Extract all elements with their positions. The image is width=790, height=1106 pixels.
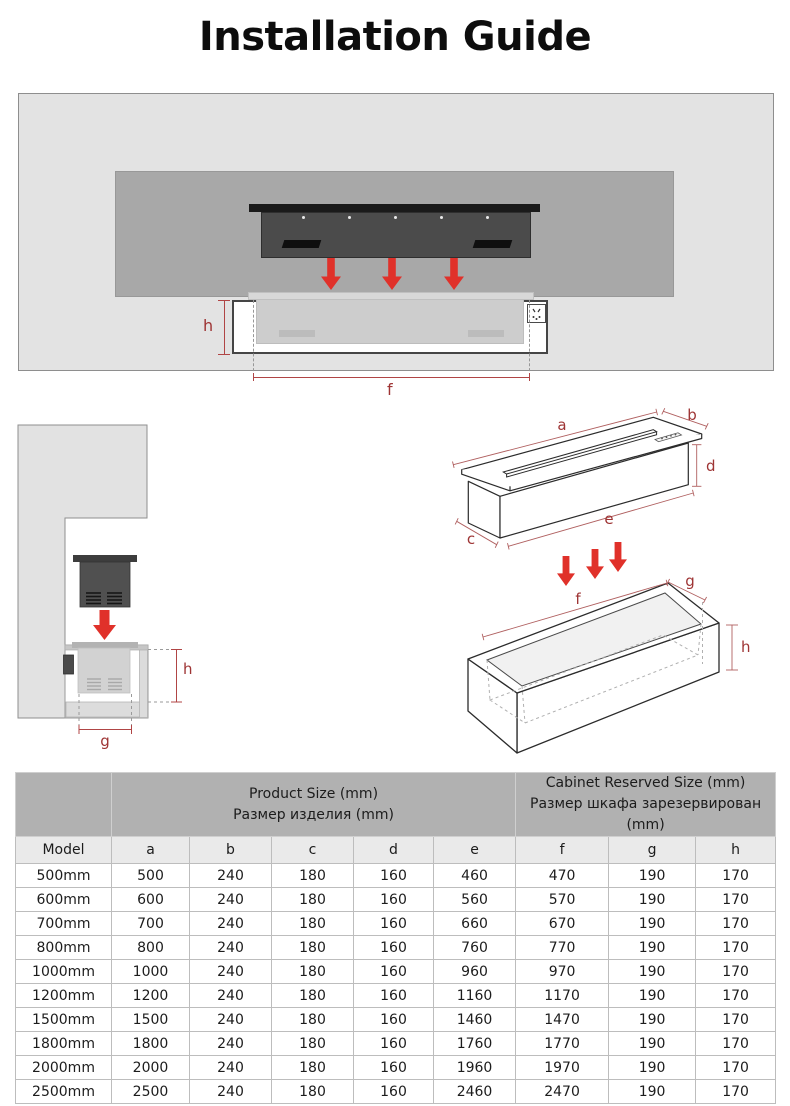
table-row [16,984,776,1008]
dimension-line-f [253,377,529,378]
model-cell: 1500mm [16,1008,112,1032]
vent-slot [468,330,504,337]
size-cell: 1000 [112,960,190,984]
dimension-cap [218,300,230,301]
size-cell: 180 [272,912,354,936]
size-cell: 1770 [516,1032,609,1056]
dimension-label-d: d [706,457,716,475]
size-cell: 170 [696,1056,776,1080]
column-header: f [516,837,609,864]
size-cell: 960 [434,960,516,984]
size-cell: 170 [696,864,776,888]
size-cell: 500 [112,864,190,888]
size-cell: 240 [190,960,272,984]
table-body [16,864,776,1104]
model-cell: 1200mm [16,984,112,1008]
size-cell: 2470 [516,1080,609,1104]
screw-dot [302,216,305,219]
group-sublabel: Размер шкафа зарезервирован (mm) [530,796,762,833]
size-cell: 180 [272,864,354,888]
dimension-line-h [224,300,225,354]
extension-dashed-line [253,300,254,376]
table-row [16,864,776,888]
size-cell: 1200 [112,984,190,1008]
size-cell: 170 [696,1032,776,1056]
dimension-cap [218,354,230,355]
size-cell: 170 [696,960,776,984]
size-cell: 170 [696,1080,776,1104]
size-cell: 160 [354,912,434,936]
size-cell: 160 [354,960,434,984]
size-cell: 180 [272,1056,354,1080]
dimension-label-h: h [183,660,193,678]
column-header: h [696,837,776,864]
extension-dashed-line [529,300,530,376]
size-cell: 240 [190,1056,272,1080]
product-size-group-header [112,773,516,837]
size-cell: 180 [272,1032,354,1056]
cabinet-size-group-header [516,773,776,837]
size-cell: 670 [516,912,609,936]
dimension-label-g: g [100,732,110,750]
size-cell: 170 [696,984,776,1008]
screw-dot [394,216,397,219]
size-cell: 460 [434,864,516,888]
column-header: b [190,837,272,864]
vent-slot [473,240,513,248]
size-cell: 160 [354,936,434,960]
dimension-label-h: h [741,638,751,656]
size-cell: 240 [190,1032,272,1056]
size-cell: 560 [434,888,516,912]
size-cell: 160 [354,1008,434,1032]
size-cell: 770 [516,936,609,960]
cabinet-recess-isometric-diagram [440,558,770,758]
size-cell: 240 [190,984,272,1008]
size-cell: 160 [354,984,434,1008]
size-cell: 190 [609,960,696,984]
size-cell: 180 [272,936,354,960]
column-header: e [434,837,516,864]
dimension-label-g: g [685,572,695,590]
junction-box [64,655,74,674]
vent-slot [279,330,315,337]
column-header: Model [16,837,112,864]
size-cell: 170 [696,936,776,960]
size-cell: 240 [190,912,272,936]
wall-side-section-diagram [0,410,220,760]
size-cell: 190 [609,888,696,912]
table-row [16,936,776,960]
dimension-label-h: h [203,316,214,335]
page-title: Installation Guide [198,14,592,60]
size-cell: 760 [434,936,516,960]
table-row [16,888,776,912]
product-isometric-diagram [450,398,790,556]
model-cell: 800mm [16,936,112,960]
dimension-label-a: a [557,416,567,434]
inserted-unit [256,298,524,344]
column-header: g [609,837,696,864]
size-cell: 1800 [112,1032,190,1056]
size-cell: 600 [112,888,190,912]
size-cell: 660 [434,912,516,936]
size-cell: 1970 [516,1056,609,1080]
size-cell: 1460 [434,1008,516,1032]
size-cell: 180 [272,984,354,1008]
size-cell: 800 [112,936,190,960]
size-cell: 180 [272,888,354,912]
dimension-label-f: f [575,590,581,608]
column-header: d [354,837,434,864]
down-arrow-icon [93,610,116,640]
size-cell: 190 [609,1008,696,1032]
table-row [16,912,776,936]
size-cell: 2500 [112,1080,190,1104]
model-cell: 1000mm [16,960,112,984]
dimension-label-e: e [604,510,614,528]
size-cell: 1170 [516,984,609,1008]
dimension-label-c: c [466,530,476,548]
size-cell: 570 [516,888,609,912]
table-row [16,1056,776,1080]
table-row [16,960,776,984]
dimension-label-b: b [687,406,697,424]
size-cell: 160 [354,1080,434,1104]
size-cell: 240 [190,888,272,912]
size-cell: 2460 [434,1080,516,1104]
table-group-header-row [16,773,776,837]
model-cell: 700mm [16,912,112,936]
size-cell: 470 [516,864,609,888]
group-label: Product Size (mm) [249,785,379,802]
dimension-cap [253,373,254,381]
size-cell: 1500 [112,1008,190,1032]
fireplace-top-flange [249,204,540,212]
size-cell: 170 [696,888,776,912]
model-cell: 500mm [16,864,112,888]
size-cell: 170 [696,912,776,936]
size-cell: 1470 [516,1008,609,1032]
size-cell: 2000 [112,1056,190,1080]
size-cell: 170 [696,1008,776,1032]
size-cell: 190 [609,912,696,936]
size-cell: 240 [190,1080,272,1104]
size-cell: 240 [190,864,272,888]
size-cell: 160 [354,888,434,912]
size-cell: 970 [516,960,609,984]
column-header: a [112,837,190,864]
size-cell: 1160 [434,984,516,1008]
size-cell: 240 [190,936,272,960]
size-cell: 180 [272,1008,354,1032]
dimension-label-f: f [387,380,393,399]
size-cell: 190 [609,936,696,960]
column-header: c [272,837,354,864]
model-cell: 2500mm [16,1080,112,1104]
size-cell: 190 [609,1080,696,1104]
size-cell: 180 [272,960,354,984]
model-cell: 600mm [16,888,112,912]
group-sublabel: Размер изделия (mm) [233,806,394,823]
corner-cell [16,773,112,837]
model-cell: 2000mm [16,1056,112,1080]
table-row [16,1008,776,1032]
table-column-header-row [16,837,776,864]
size-cell: 160 [354,864,434,888]
size-cell: 190 [609,1056,696,1080]
size-cell: 700 [112,912,190,936]
table-row [16,1032,776,1056]
screw-dot [348,216,351,219]
model-cell: 1800mm [16,1032,112,1056]
size-table [15,772,776,1104]
size-cell: 190 [609,984,696,1008]
size-cell: 160 [354,1056,434,1080]
unit-rim [248,292,534,300]
size-cell: 240 [190,1008,272,1032]
group-label: Cabinet Reserved Size (mm) [545,775,746,791]
screw-dot [440,216,443,219]
table-row [16,1080,776,1104]
size-cell: 1760 [434,1032,516,1056]
dimension-cap [529,373,530,381]
size-cell: 160 [354,1032,434,1056]
size-cell: 1960 [434,1056,516,1080]
vent-slot [282,240,322,248]
screw-dot [486,216,489,219]
size-cell: 190 [609,1032,696,1056]
size-cell: 190 [609,864,696,888]
size-cell: 180 [272,1080,354,1104]
